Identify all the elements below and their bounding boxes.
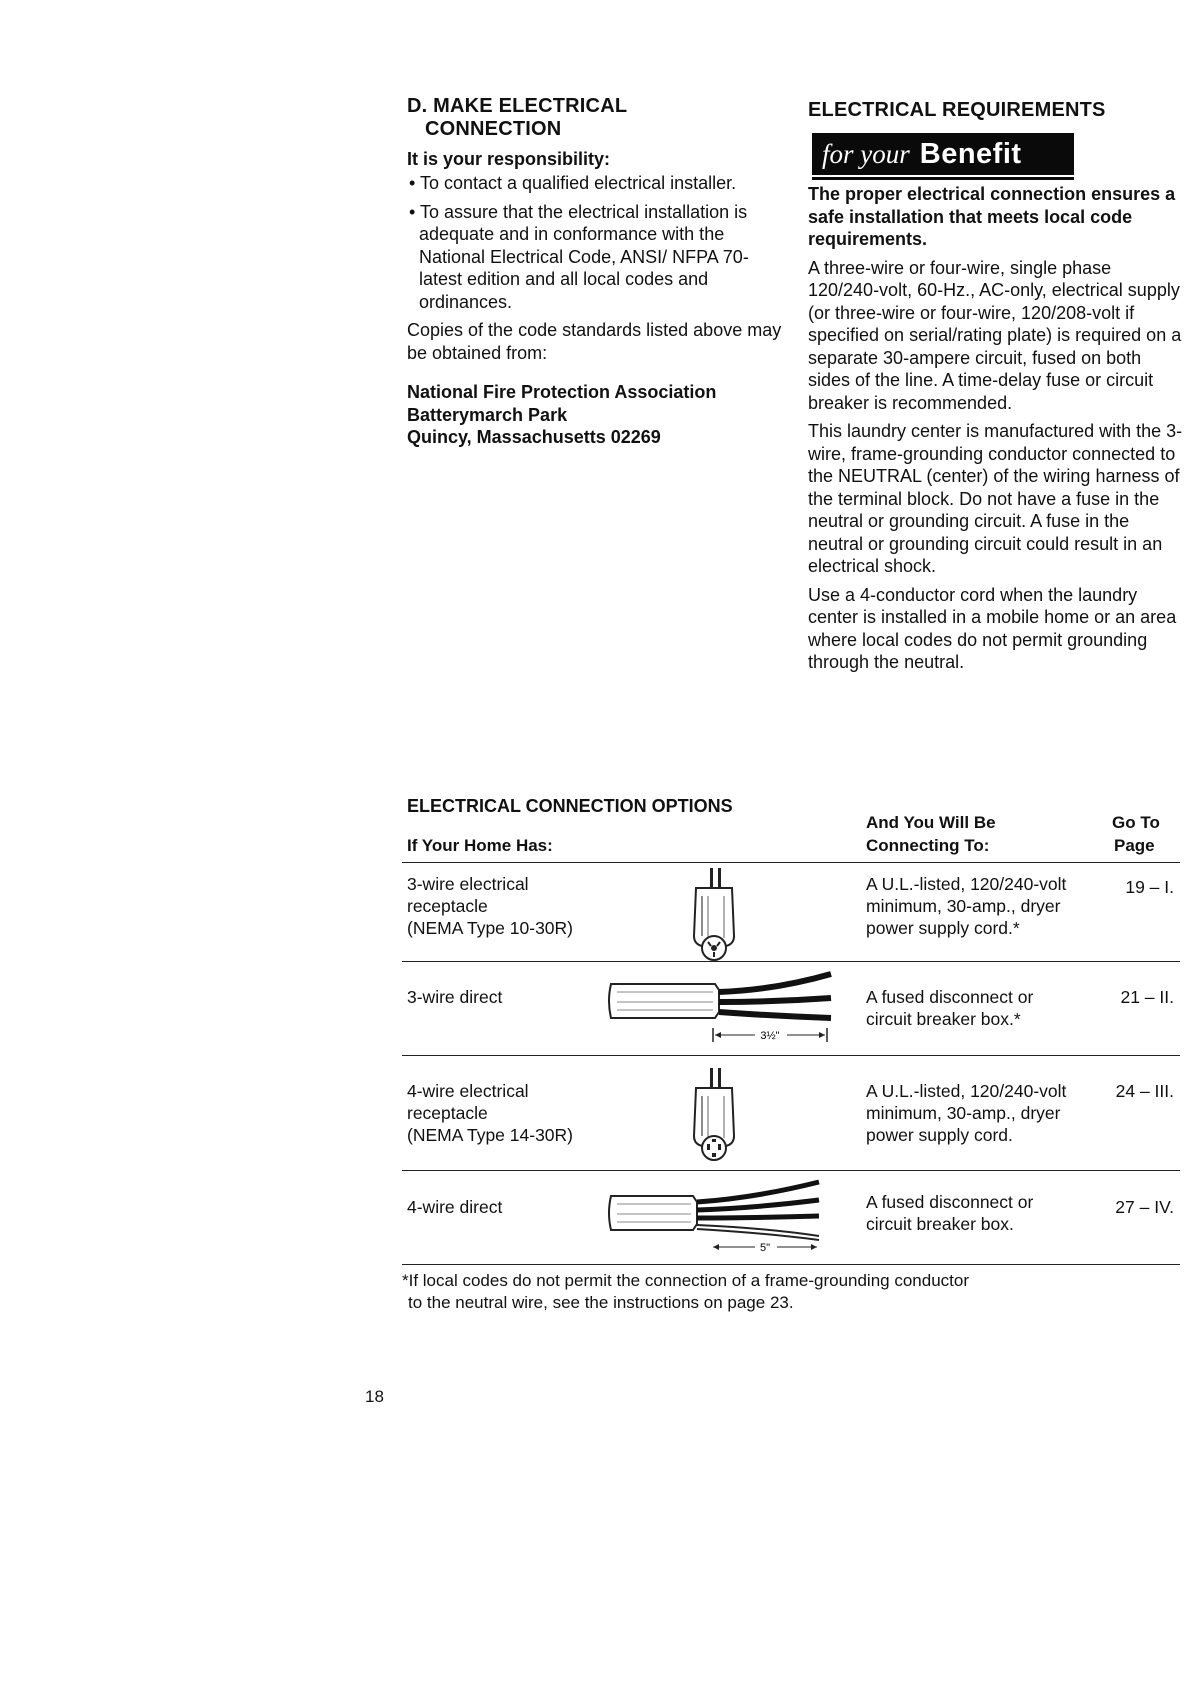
requirements-paragraph: A three-wire or four-wire, single phase 120/240-volt, 60-Hz., AC-only, electrical supply (or three-wire or four-wire, 120/208-volt if specified on serial/rating plate) is required on a separate 30-ampere circuit, fused on both sides of the line. A time-delay fuse or circuit breaker is recommended. [808,257,1182,413]
row-connect: A fused disconnect or circuit breaker box. [866,1192,1034,1234]
three-wire-cable-icon [605,966,835,1046]
row-page: 21 – II. [1120,987,1174,1007]
requirements-paragraph: Use a 4-conductor cord when the laundry center is installed in a mobile home or an area where local codes do not permit grounding through the neutral. [808,584,1177,672]
banner-for-your: for your [822,138,910,169]
requirements-paragraph: This laundry center is manufactured with the 3-wire, frame-grounding conductor connected to the NEUTRAL (center) of the wiring harness of the terminal block. Do not have a fuse in the neutral or grounding circuit. A fuse in the neutral or grounding circuit could result in an electrical shock. [808,421,1183,576]
dimension-label: 3½" [760,1030,780,1042]
row-page: 27 – IV. [1115,1197,1174,1217]
copies-text: Copies of the code standards listed above may be obtained from: [407,320,782,363]
col-header-page-2: Page [1114,836,1155,855]
responsibility-list [407,172,785,370]
footnote-line: *If local codes do not permit the connection of a frame-grounding conductor [402,1271,970,1290]
row-connect: A U.L.-listed, 120/240-volt minimum, 30-amp., dryer power supply cord. [866,1081,1067,1145]
row-home: 4-wire electrical receptacle (NEMA Type 14-30R) [407,1081,573,1145]
bullet-item: • To contact a qualified electrical installer. [409,173,737,193]
row-home: 3-wire electrical receptacle (NEMA Type 10-30R) [407,874,573,938]
address-line: National Fire Protection Association [407,382,717,402]
requirements-lead: The proper electrical connection ensures a safe installation that meets local code requirements. [808,184,1176,249]
table-divider [402,961,1180,962]
nfpa-address [407,381,787,449]
table-divider [402,1055,1180,1056]
four-prong-receptacle-icon [680,1064,755,1164]
requirements-heading: ELECTRICAL REQUIREMENTS [808,99,1106,121]
row-page: 19 – I. [1125,877,1174,897]
three-prong-receptacle-icon [680,866,755,963]
bullet-item: • To assure that the electrical installation is adequate and in conformance with the National Electrical Code, ANSI/ NFPA 70-latest edition and all local codes and ordinances. [409,201,749,312]
dimension-label: 5" [759,1242,771,1254]
table-divider [402,862,1180,863]
table-divider [402,1264,1180,1265]
footnote [402,1270,969,1314]
col-header-connect-1: And You Will Be [866,813,996,832]
row-connect: A fused disconnect or circuit breaker box.* [866,987,1034,1029]
col-header-home: If Your Home Has: [407,836,553,855]
options-title: ELECTRICAL CONNECTION OPTIONS [407,796,733,816]
requirements-body [808,183,1184,680]
section-heading-line2: CONNECTION [425,118,562,140]
section-heading-line1: D. MAKE ELECTRICAL [407,95,628,117]
footnote-line: to the neutral wire, see the instructions on page 23. [408,1293,794,1312]
row-home: 3-wire direct [407,987,503,1007]
row-page: 24 – III. [1115,1081,1174,1101]
banner-benefit: Benefit [919,137,1022,170]
page-number: 18 [365,1387,384,1406]
responsibility-subheading: It is your responsibility: [407,149,611,169]
for-your-benefit-banner [812,133,1074,175]
col-header-connect-2: Connecting To: [866,836,990,855]
row-home: 4-wire direct [407,1197,503,1217]
col-header-page-1: Go To [1112,813,1160,832]
table-divider [402,1170,1180,1171]
address-line: Quincy, Massachusetts 02269 [407,427,661,447]
banner-underline [812,177,1074,180]
address-line: Batterymarch Park [407,404,568,425]
four-wire-cable-icon [605,1178,835,1258]
row-connect: A U.L.-listed, 120/240-volt minimum, 30-amp., dryer power supply cord.* [866,874,1067,938]
